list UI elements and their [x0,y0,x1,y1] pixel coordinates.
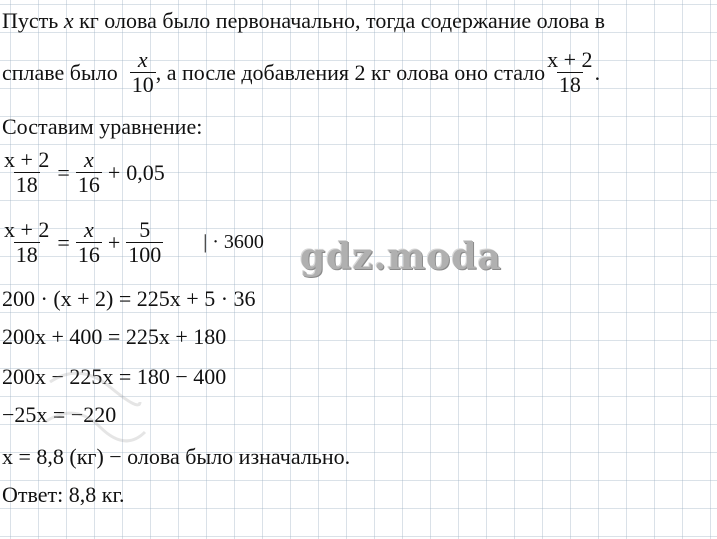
tin-content-line [2,48,600,97]
fraction-numerator: x + 2 [547,47,593,72]
equation-6: −25x = −220 [2,402,117,427]
plus-sign: + [107,229,121,255]
equation-2 [2,218,264,267]
line2-text-2: , а после добавления 2 кг олова оно стало [155,59,546,85]
watermark-logo: gdz.moda [300,236,502,278]
result-line: x = 8,8 (кг) − олова было изначально. [2,444,351,469]
fraction-numerator: x + 2 [4,217,50,242]
plus-sign: + [107,159,121,185]
equation-1 [2,148,165,197]
eq2-lhs-fraction [2,218,51,267]
fraction-denominator: 18 [15,172,38,197]
intro-line [2,8,605,34]
fraction-x-plus-2-over-18 [545,48,594,97]
equation-4: 200x + 400 = 225x + 180 [2,324,227,349]
fraction-denominator: 18 [558,72,581,97]
equation-5: 200x − 225x = 180 − 400 [2,364,227,389]
fraction-x-over-10 [130,48,156,97]
intro-variable: x [63,8,74,33]
equals-sign: = [57,159,70,185]
eq2-fraction-a [76,218,102,267]
answer-line: Ответ: 8,8 кг. [2,482,125,507]
line2-end: . [594,59,601,85]
eq1-lhs-fraction [2,148,51,197]
line2-text-1: сплаве было [2,59,118,85]
compose-equation-label: Составим уравнение: [2,114,203,139]
eq1-rhs-fraction [76,148,102,197]
fraction-denominator: 16 [77,172,100,197]
intro-text-1: Пусть [2,8,64,33]
fraction-numerator: x [83,217,94,242]
fraction-denominator: 100 [128,242,162,267]
fraction-numerator: 5 [139,217,151,242]
eq2-fraction-b [126,218,163,267]
fraction-numerator: x [83,147,94,172]
fraction-numerator: x + 2 [4,147,50,172]
fraction-denominator: 18 [15,242,38,267]
multiplier-note: | · 3600 [203,231,264,253]
fraction-denominator: 10 [131,72,154,97]
intro-text-2: кг олова было первоначально, тогда содержание олова в [73,8,606,33]
ghost-watermark-icon [40,362,150,452]
equation-3: 200 · (x + 2) = 225x + 5 · 36 [2,286,256,311]
eq1-constant: 0,05 [126,159,165,185]
equals-sign: = [57,229,70,255]
fraction-numerator: x [137,47,148,72]
fraction-denominator: 16 [77,242,100,267]
